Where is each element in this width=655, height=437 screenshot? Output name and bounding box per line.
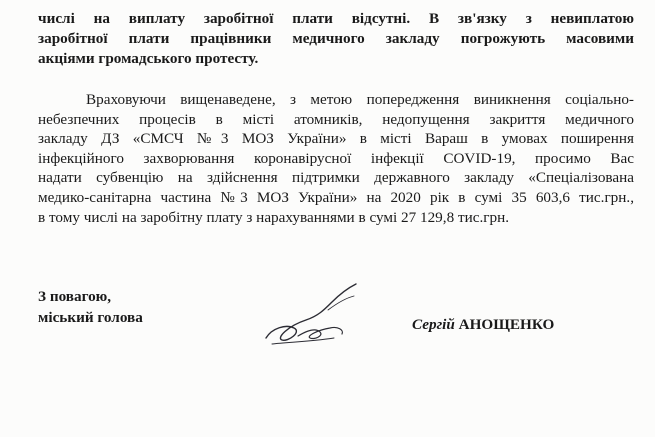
intro-paragraph: [38, 9, 634, 69]
request-line: інфекційного захворювання коронавірусної інфекції COVID-19, просимо Вас: [38, 149, 634, 167]
request-paragraph: [38, 90, 634, 227]
intro-line: заробітної плати працівники медичного закладу погрожують масовими: [38, 30, 634, 47]
request-line: медико-санітарна частина №3 МОЗ України» на 2020 рік в сумі 35 603,6 тис.грн.,: [38, 188, 634, 206]
request-line: надати субвенцію на здійснення підтримки державного закладу «Спеціалізована: [38, 169, 634, 187]
signer-name: [412, 316, 554, 334]
request-line: в тому числі на заробітну плату з нарахуваннями в сумі 27 129,8 тис.грн.: [38, 208, 510, 226]
request-line: Враховуючи вищенаведене, з метою попередження виникнення соціально-: [86, 91, 634, 108]
signer-surname: АНОЩЕНКО: [458, 316, 555, 333]
intro-line: акціями громадського протесту.: [38, 50, 259, 67]
closing-block: [38, 286, 143, 328]
signer-position: міський голова: [38, 309, 143, 326]
request-line: закладу ДЗ «СМСЧ №3 МОЗ України» в місті Вараш в умовах поширення: [38, 130, 634, 148]
closing-greeting: З повагою,: [38, 288, 112, 305]
request-line: небезпечних процесів в місті атомників, недопущення закриття медичного: [38, 110, 634, 128]
signer-given-name: Сергій: [412, 316, 455, 333]
handwritten-signature: [258, 280, 368, 355]
intro-line: числі на виплату заробітної плати відсутні. В зв'язку з невиплатою: [38, 10, 634, 27]
